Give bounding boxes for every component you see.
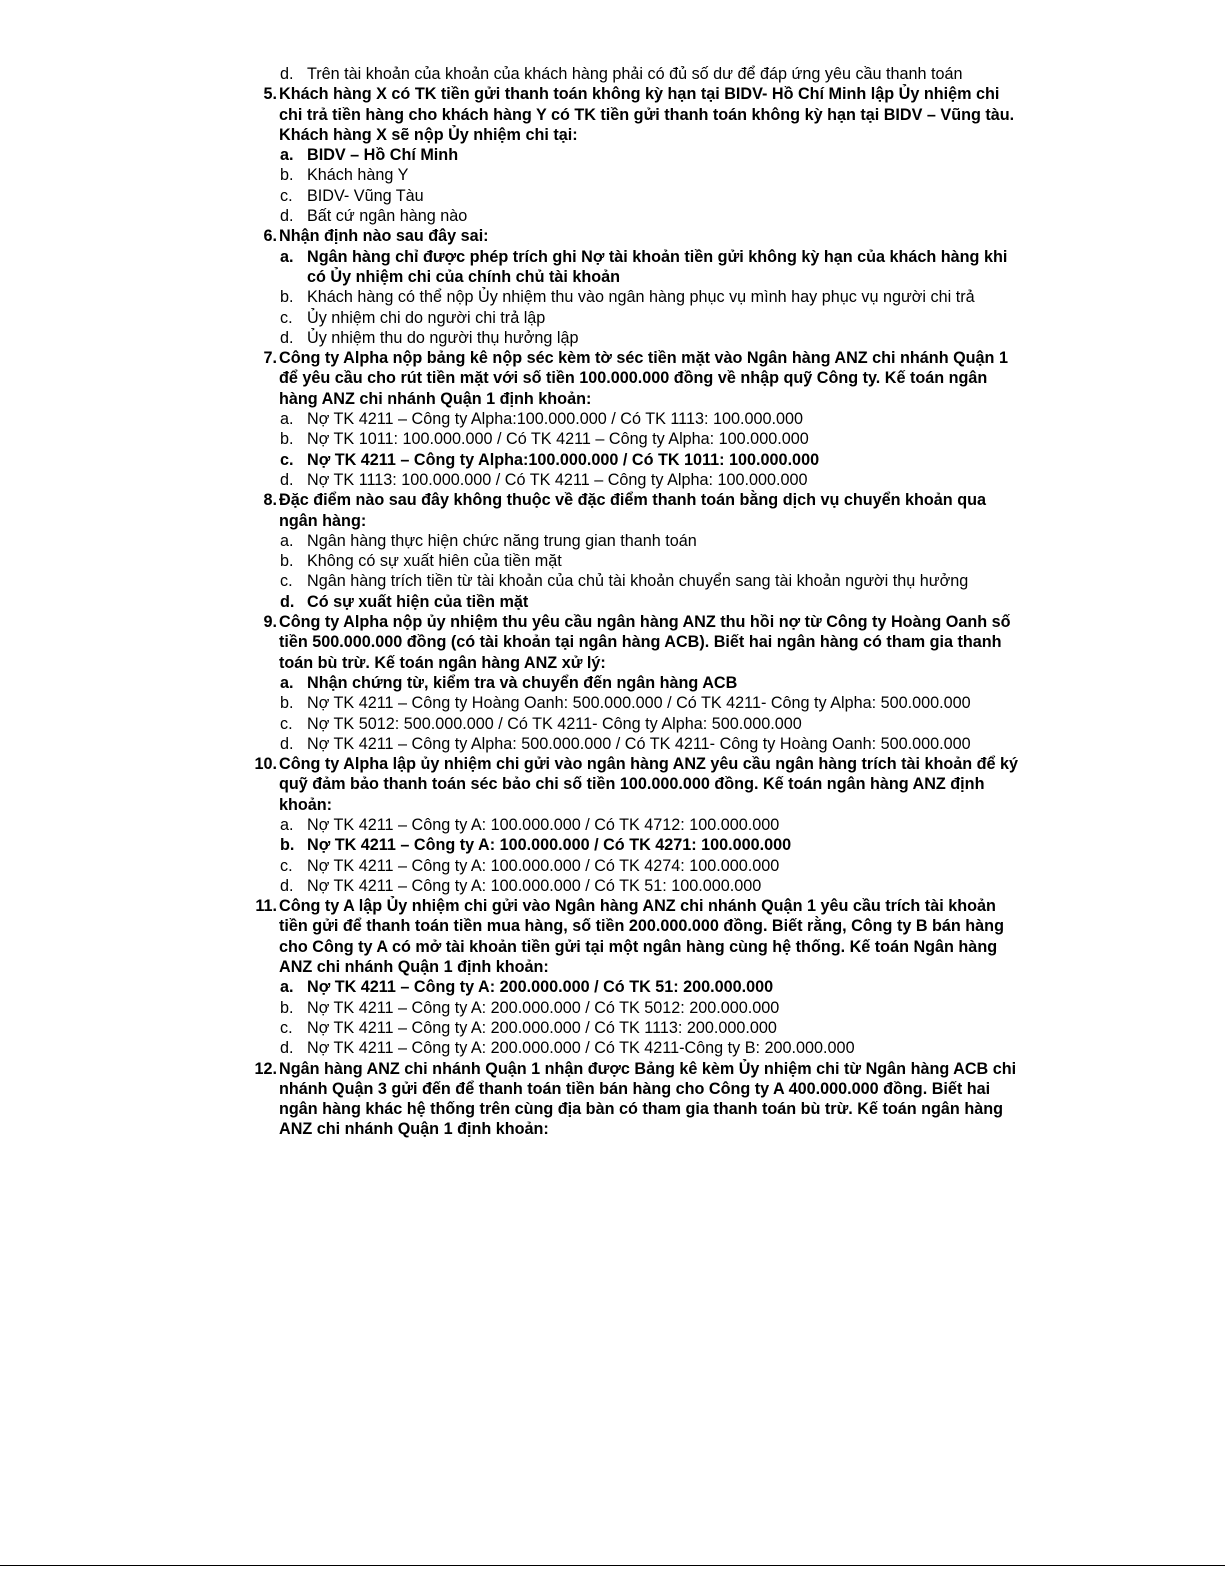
- option-text: Nợ TK 4211 – Công ty A: 100.000.000 / Có TK 4274: 100.000.000: [307, 856, 780, 875]
- question-8: [250, 490, 1020, 531]
- option-item: [250, 450, 1020, 470]
- option-item: [250, 571, 1020, 591]
- option-text: Nợ TK 4211 – Công ty A: 100.000.000 / Có TK 4712: 100.000.000: [307, 815, 780, 834]
- question-number: 10.: [254, 755, 277, 774]
- option-item: [250, 64, 1020, 84]
- question-text: Công ty Alpha nộp ủy nhiệm thu yêu cầu ngân hàng ANZ thu hồi nợ từ Công ty Hoàng Oanh số tiền 500.000.000 đồng (có tài khoản tại ngân hàng ACB). Biết hai ngân hàng có tham gia thanh toán bù trừ. Kế toán ngân hàng ANZ xử lý:: [279, 613, 1011, 672]
- question-number: 5.: [263, 85, 277, 104]
- option-letter: d.: [280, 328, 294, 347]
- option-item: [250, 734, 1020, 754]
- question-10: [250, 754, 1020, 815]
- option-text: Ngân hàng chỉ được phép trích ghi Nợ tài khoản tiền gửi không kỳ hạn của khách hàng khi có Ủy nhiệm chi của chính chủ tài khoản: [307, 247, 1008, 286]
- question-number: 6.: [263, 227, 277, 246]
- option-letter: d.: [280, 207, 294, 226]
- question-number: 8.: [263, 491, 277, 510]
- option-item: [250, 1018, 1020, 1038]
- option-item: [250, 287, 1020, 307]
- option-letter: b.: [280, 998, 294, 1017]
- option-item: [250, 551, 1020, 571]
- option-letter: c.: [280, 450, 294, 469]
- option-text: Nợ TK 4211 – Công ty Hoàng Oanh: 500.000.000 / Có TK 4211- Công ty Alpha: 500.000.000: [307, 694, 971, 713]
- option-item: [250, 165, 1020, 185]
- question-11: [250, 896, 1020, 977]
- option-item: [250, 328, 1020, 348]
- option-letter: a.: [280, 146, 294, 165]
- option-item: [250, 531, 1020, 551]
- option-text: Khách hàng có thể nộp Ủy nhiệm thu vào ngân hàng phục vụ mình hay phục vụ người chi trả: [307, 288, 975, 307]
- question-6: [250, 226, 1020, 246]
- option-text: Nợ TK 5012: 500.000.000 / Có TK 4211- Công ty Alpha: 500.000.000: [307, 714, 802, 733]
- option-item: [250, 876, 1020, 896]
- option-text: Nợ TK 4211 – Công ty Alpha:100.000.000 / Có TK 1011: 100.000.000: [307, 450, 820, 469]
- option-letter: a.: [280, 531, 294, 550]
- option-text: Nợ TK 1011: 100.000.000 / Có TK 4211 – Công ty Alpha: 100.000.000: [307, 430, 809, 449]
- option-item: [250, 592, 1020, 612]
- option-letter: a.: [280, 673, 294, 692]
- option-letter: c.: [280, 1018, 293, 1037]
- option-text: Ngân hàng trích tiền từ tài khoản của chủ tài khoản chuyển sang tài khoản người thụ hưởng: [307, 572, 969, 591]
- option-item: [250, 977, 1020, 997]
- question-text: Công ty Alpha nộp bảng kê nộp séc kèm tờ séc tiền mặt vào Ngân hàng ANZ chi nhánh Quận 1 để yêu cầu cho rút tiền mặt với số tiền 100.000.000 đồng về nhập quỹ Công ty. Kế toán ngân hàng ANZ chi nhánh Quận 1 định khoản:: [279, 349, 1008, 408]
- option-letter: d.: [280, 734, 294, 753]
- option-item: [250, 470, 1020, 490]
- option-text: Nợ TK 4211 – Công ty A: 100.000.000 / Có TK 51: 100.000.000: [307, 876, 762, 895]
- option-letter: a.: [280, 815, 294, 834]
- option-letter: b.: [280, 166, 294, 185]
- option-text: Không có sự xuất hiên của tiền mặt: [307, 552, 562, 571]
- option-text: Nhận chứng từ, kiểm tra và chuyển đến ngân hàng ACB: [307, 673, 738, 692]
- option-letter: a.: [280, 247, 294, 266]
- option-letter: d.: [280, 470, 294, 489]
- option-item: [250, 206, 1020, 226]
- option-text: Nợ TK 1113: 100.000.000 / Có TK 4211 – Công ty Alpha: 100.000.000: [307, 470, 808, 489]
- option-letter: b.: [280, 836, 295, 855]
- option-text: Nợ TK 4211 – Công ty Alpha:100.000.000 / Có TK 1113: 100.000.000: [307, 410, 803, 429]
- option-text: Có sự xuất hiện của tiền mặt: [307, 592, 529, 611]
- question-text: Khách hàng X có TK tiền gửi thanh toán không kỳ hạn tại BIDV- Hồ Chí Minh lập Ủy nhiệm chi chi trả tiền hàng cho khách hàng Y có TK tiền gửi thanh toán không kỳ hạn tại BIDV – Vũng tàu. Khách hàng X sẽ nộp Ủy nhiệm chi tại:: [279, 85, 1015, 144]
- option-letter: d.: [280, 1039, 294, 1058]
- option-item: [250, 1038, 1020, 1058]
- option-item: [250, 856, 1020, 876]
- option-item: [250, 714, 1020, 734]
- question-list: [250, 64, 1020, 1140]
- option-item: [250, 998, 1020, 1018]
- option-letter: d.: [280, 876, 294, 895]
- option-text: Nợ TK 4211 – Công ty A: 100.000.000 / Có TK 4271: 100.000.000: [307, 836, 792, 855]
- question-number: 7.: [263, 349, 277, 368]
- question-number: 12.: [254, 1059, 277, 1078]
- option-letter: c.: [280, 572, 293, 591]
- question-5: [250, 84, 1020, 145]
- option-item: [250, 835, 1020, 855]
- page-bottom-divider: [0, 1565, 1225, 1566]
- option-letter: b.: [280, 288, 294, 307]
- option-item: [250, 429, 1020, 449]
- option-letter: c.: [280, 308, 293, 327]
- option-text: Khách hàng Y: [307, 166, 409, 185]
- option-text: Nợ TK 4211 – Công ty A: 200.000.000 / Có TK 5012: 200.000.000: [307, 998, 780, 1017]
- option-letter: c.: [280, 856, 293, 875]
- option-text: Ngân hàng thực hiện chức năng trung gian thanh toán: [307, 531, 697, 550]
- question-text: Ngân hàng ANZ chi nhánh Quận 1 nhận được Bảng kê kèm Ủy nhiệm chi từ Ngân hàng ACB chi nhánh Quận 3 gửi đến để thanh toán tiền bán hàng cho Công ty A 400.000.000 đồng. Biết hai ngân hàng khác hệ thống trên cùng địa bàn có tham gia thanh toán bù trừ. Kế toán ngân hàng ANZ chi nhánh Quận 1 định khoản:: [279, 1059, 1017, 1139]
- option-letter: a.: [280, 410, 294, 429]
- option-text: Nợ TK 4211 – Công ty A: 200.000.000 / Có TK 1113: 200.000.000: [307, 1018, 777, 1037]
- option-text: Ủy nhiệm chi do người chi trả lập: [307, 308, 546, 327]
- option-letter: c.: [280, 714, 293, 733]
- option-letter: d.: [280, 65, 294, 83]
- option-item: [250, 693, 1020, 713]
- question-text: Công ty Alpha lập ủy nhiệm chi gửi vào ngân hàng ANZ yêu cầu ngân hàng trích tài khoản để ký quỹ đảm bảo thanh toán séc bảo chi số tiền 100.000.000 đồng. Kế toán ngân hàng ANZ định khoản:: [279, 755, 1019, 814]
- option-text: Nợ TK 4211 – Công ty Alpha: 500.000.000 / Có TK 4211- Công ty Hoàng Oanh: 500.000.000: [307, 734, 971, 753]
- option-text: Nợ TK 4211 – Công ty A: 200.000.000 / Có TK 4211-Công ty B: 200.000.000: [307, 1039, 855, 1058]
- option-item: [250, 308, 1020, 328]
- option-text: BIDV – Hồ Chí Minh: [307, 146, 459, 165]
- question-12: [250, 1059, 1020, 1140]
- question-text: Nhận định nào sau đây sai:: [279, 227, 489, 246]
- option-letter: a.: [280, 978, 294, 997]
- option-text: Bất cứ ngân hàng nào: [307, 207, 468, 226]
- option-text: Nợ TK 4211 – Công ty A: 200.000.000 / Có TK 51: 200.000.000: [307, 978, 774, 997]
- option-item: [250, 247, 1020, 288]
- question-9: [250, 612, 1020, 673]
- option-letter: c.: [280, 186, 293, 205]
- question-text: Công ty A lập Ủy nhiệm chi gửi vào Ngân hàng ANZ chi nhánh Quận 1 yêu cầu trích tài khoản tiền gửi để thanh toán tiền mua hàng, số tiền 200.000.000 đồng. Biết rằng, Công ty B bán hàng cho Công ty A có mở tài khoản tiền gửi tại một ngân hàng cùng hệ thống. Kế toán Ngân hàng ANZ chi nhánh Quận 1 định khoản:: [279, 897, 1004, 977]
- option-item: [250, 815, 1020, 835]
- option-item: [250, 145, 1020, 165]
- option-letter: b.: [280, 430, 294, 449]
- option-item: [250, 673, 1020, 693]
- option-letter: b.: [280, 694, 294, 713]
- option-item: [250, 186, 1020, 206]
- option-text: Ủy nhiệm thu do người thụ hưởng lập: [307, 328, 579, 347]
- option-item: [250, 409, 1020, 429]
- question-number: 11.: [255, 897, 277, 916]
- option-letter: d.: [280, 592, 295, 611]
- question-7: [250, 348, 1020, 409]
- option-text: BIDV- Vũng Tàu: [307, 186, 424, 205]
- question-number: 9.: [263, 613, 277, 632]
- question-text: Đặc điểm nào sau đây không thuộc về đặc điểm thanh toán bằng dịch vụ chuyển khoản qua ngân hàng:: [279, 491, 986, 530]
- option-letter: b.: [280, 552, 294, 571]
- option-text: Trên tài khoản của khoản của khách hàng phải có đủ số dư để đáp ứng yêu cầu thanh toán: [307, 65, 963, 83]
